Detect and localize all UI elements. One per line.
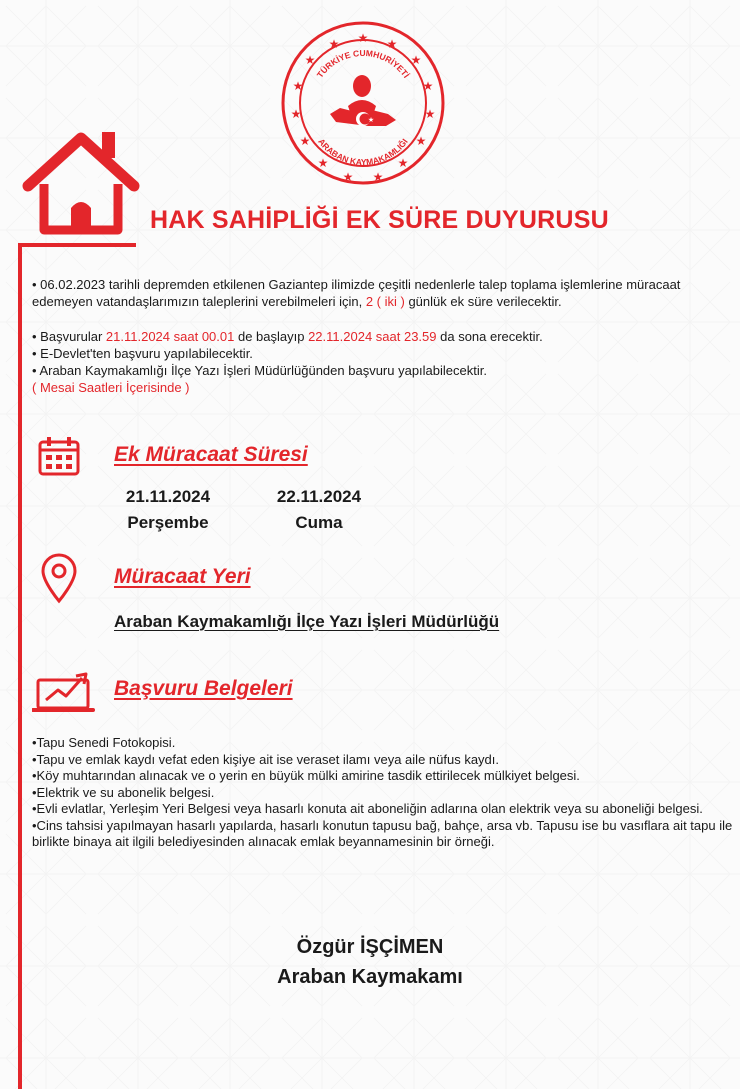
intro-paragraph-1: • 06.02.2023 tarihli depremden etkilenen Gaziantep ilimizde çeşitli nedenlerle talep toplama işlemlerine müracaat edemeyen vatandaşlarımızın taleplerini verebilmeleri için, 2 ( iki ) günlük ek süre verilecektir. — [32, 277, 681, 309]
svg-text:★: ★ — [342, 170, 354, 184]
svg-text:★: ★ — [415, 134, 427, 148]
svg-text:★: ★ — [367, 117, 375, 124]
day-2: Cuma — [295, 513, 343, 532]
seal-top-text: TÜRKİYE CUMHURİYETİ — [314, 47, 412, 80]
svg-text:★: ★ — [299, 134, 311, 148]
svg-text:★: ★ — [424, 107, 436, 121]
page-title: HAK SAHİPLİĞİ EK SÜRE DUYURUSU — [150, 206, 609, 234]
date-1: 21.11.2024 — [125, 487, 211, 506]
date-column-2 — [258, 484, 380, 536]
application-place: Araban Kaymakamlığı İlçe Yazı İşleri Müdürlüğü — [114, 612, 500, 631]
svg-text:★: ★ — [317, 156, 329, 170]
signatory-title: Araban Kaymakamı — [277, 966, 463, 988]
svg-text:★: ★ — [304, 53, 316, 67]
intro-paragraph-3: • E-Devlet'ten başvuru yapılabilecektir. — [32, 346, 253, 361]
intro-paragraph-2: • Başvurular 21.11.2024 saat 00.01 de başlayıp 22.11.2024 saat 23.59 da sona erecektir. — [32, 329, 543, 344]
section-period-heading: Ek Müracaat Süresi — [114, 443, 308, 466]
house-icon — [22, 126, 140, 236]
office-hours-note: ( Mesai Saatleri İçerisinde ) — [32, 380, 190, 395]
document-item: •Tapu ve emlak kaydı vefat eden kişiye ait ise veraset ilamı veya aile nüfus kaydı. — [32, 751, 500, 767]
svg-text:★: ★ — [357, 31, 369, 45]
location-pin-icon — [40, 552, 78, 604]
end-datetime: 22.11.2024 saat 23.59 — [308, 329, 437, 344]
svg-text:★: ★ — [290, 107, 302, 121]
document-item: •Elektrik ve su abonelik belgesi. — [32, 784, 215, 800]
svg-text:TÜRKİYE CUMHURİYETİ — [315, 48, 412, 80]
svg-text:★: ★ — [386, 37, 398, 51]
section-docs-heading: Başvuru Belgeleri — [114, 677, 293, 700]
accent-rule-horizontal — [18, 243, 136, 247]
svg-text:★: ★ — [328, 37, 340, 51]
signatory-name: Özgür İŞÇİMEN — [296, 936, 444, 958]
document-item: •Cins tahsisi yapılmayan hasarlı yapılarda, hasarlı konutun tapusu bağ, bahçe, arsa vb. Tapusu ise bu vasıflara ait tapu ile birlikte binaya ait ilgili belediyesinden alınacak emlak beyannamesinin bir örneği. — [32, 817, 733, 849]
extension-days: 2 ( iki ) — [365, 294, 405, 309]
document-item: •Köy muhtarından alınacak ve o yerin en büyük mülki amirine tasdik ettirilecek mülkiyet belgesi. — [32, 768, 580, 783]
section-place-heading: Müracaat Yeri — [114, 565, 251, 588]
official-seal — [278, 14, 448, 192]
intro-paragraph-4: • Araban Kaymakamlığı İlçe Yazı İşleri Müdürlüğünden başvuru yapılabilecektir. — [32, 363, 487, 378]
svg-text:★: ★ — [372, 170, 384, 184]
date-column-1 — [108, 484, 228, 536]
document-item: •Tapu Senedi Fotokopisi. — [32, 735, 176, 750]
document-item: •Evli evlatlar, Yerleşim Yeri Belgesi veya hasarlı konuta ait aboneliğin adlarına olan elektrik veya su aboneliği belgesi. — [32, 801, 703, 816]
required-documents-list — [32, 735, 737, 851]
laptop-chart-icon — [32, 670, 96, 714]
start-datetime: 21.11.2024 saat 00.01 — [105, 329, 235, 344]
svg-text:★: ★ — [422, 79, 434, 93]
calendar-icon — [38, 436, 80, 476]
intro-text — [32, 276, 722, 396]
date-2: 22.11.2024 — [276, 487, 362, 506]
seal-bottom-text: ARABAN KAYMAKAMLIĞI — [316, 136, 410, 168]
svg-text:★: ★ — [397, 156, 409, 170]
svg-text:★: ★ — [292, 79, 304, 93]
svg-text:ARABAN KAYMAKAMLIĞI — [316, 137, 409, 167]
svg-text:★: ★ — [410, 53, 422, 67]
day-1: Perşembe — [127, 513, 209, 532]
accent-rule-vertical — [18, 243, 22, 1089]
